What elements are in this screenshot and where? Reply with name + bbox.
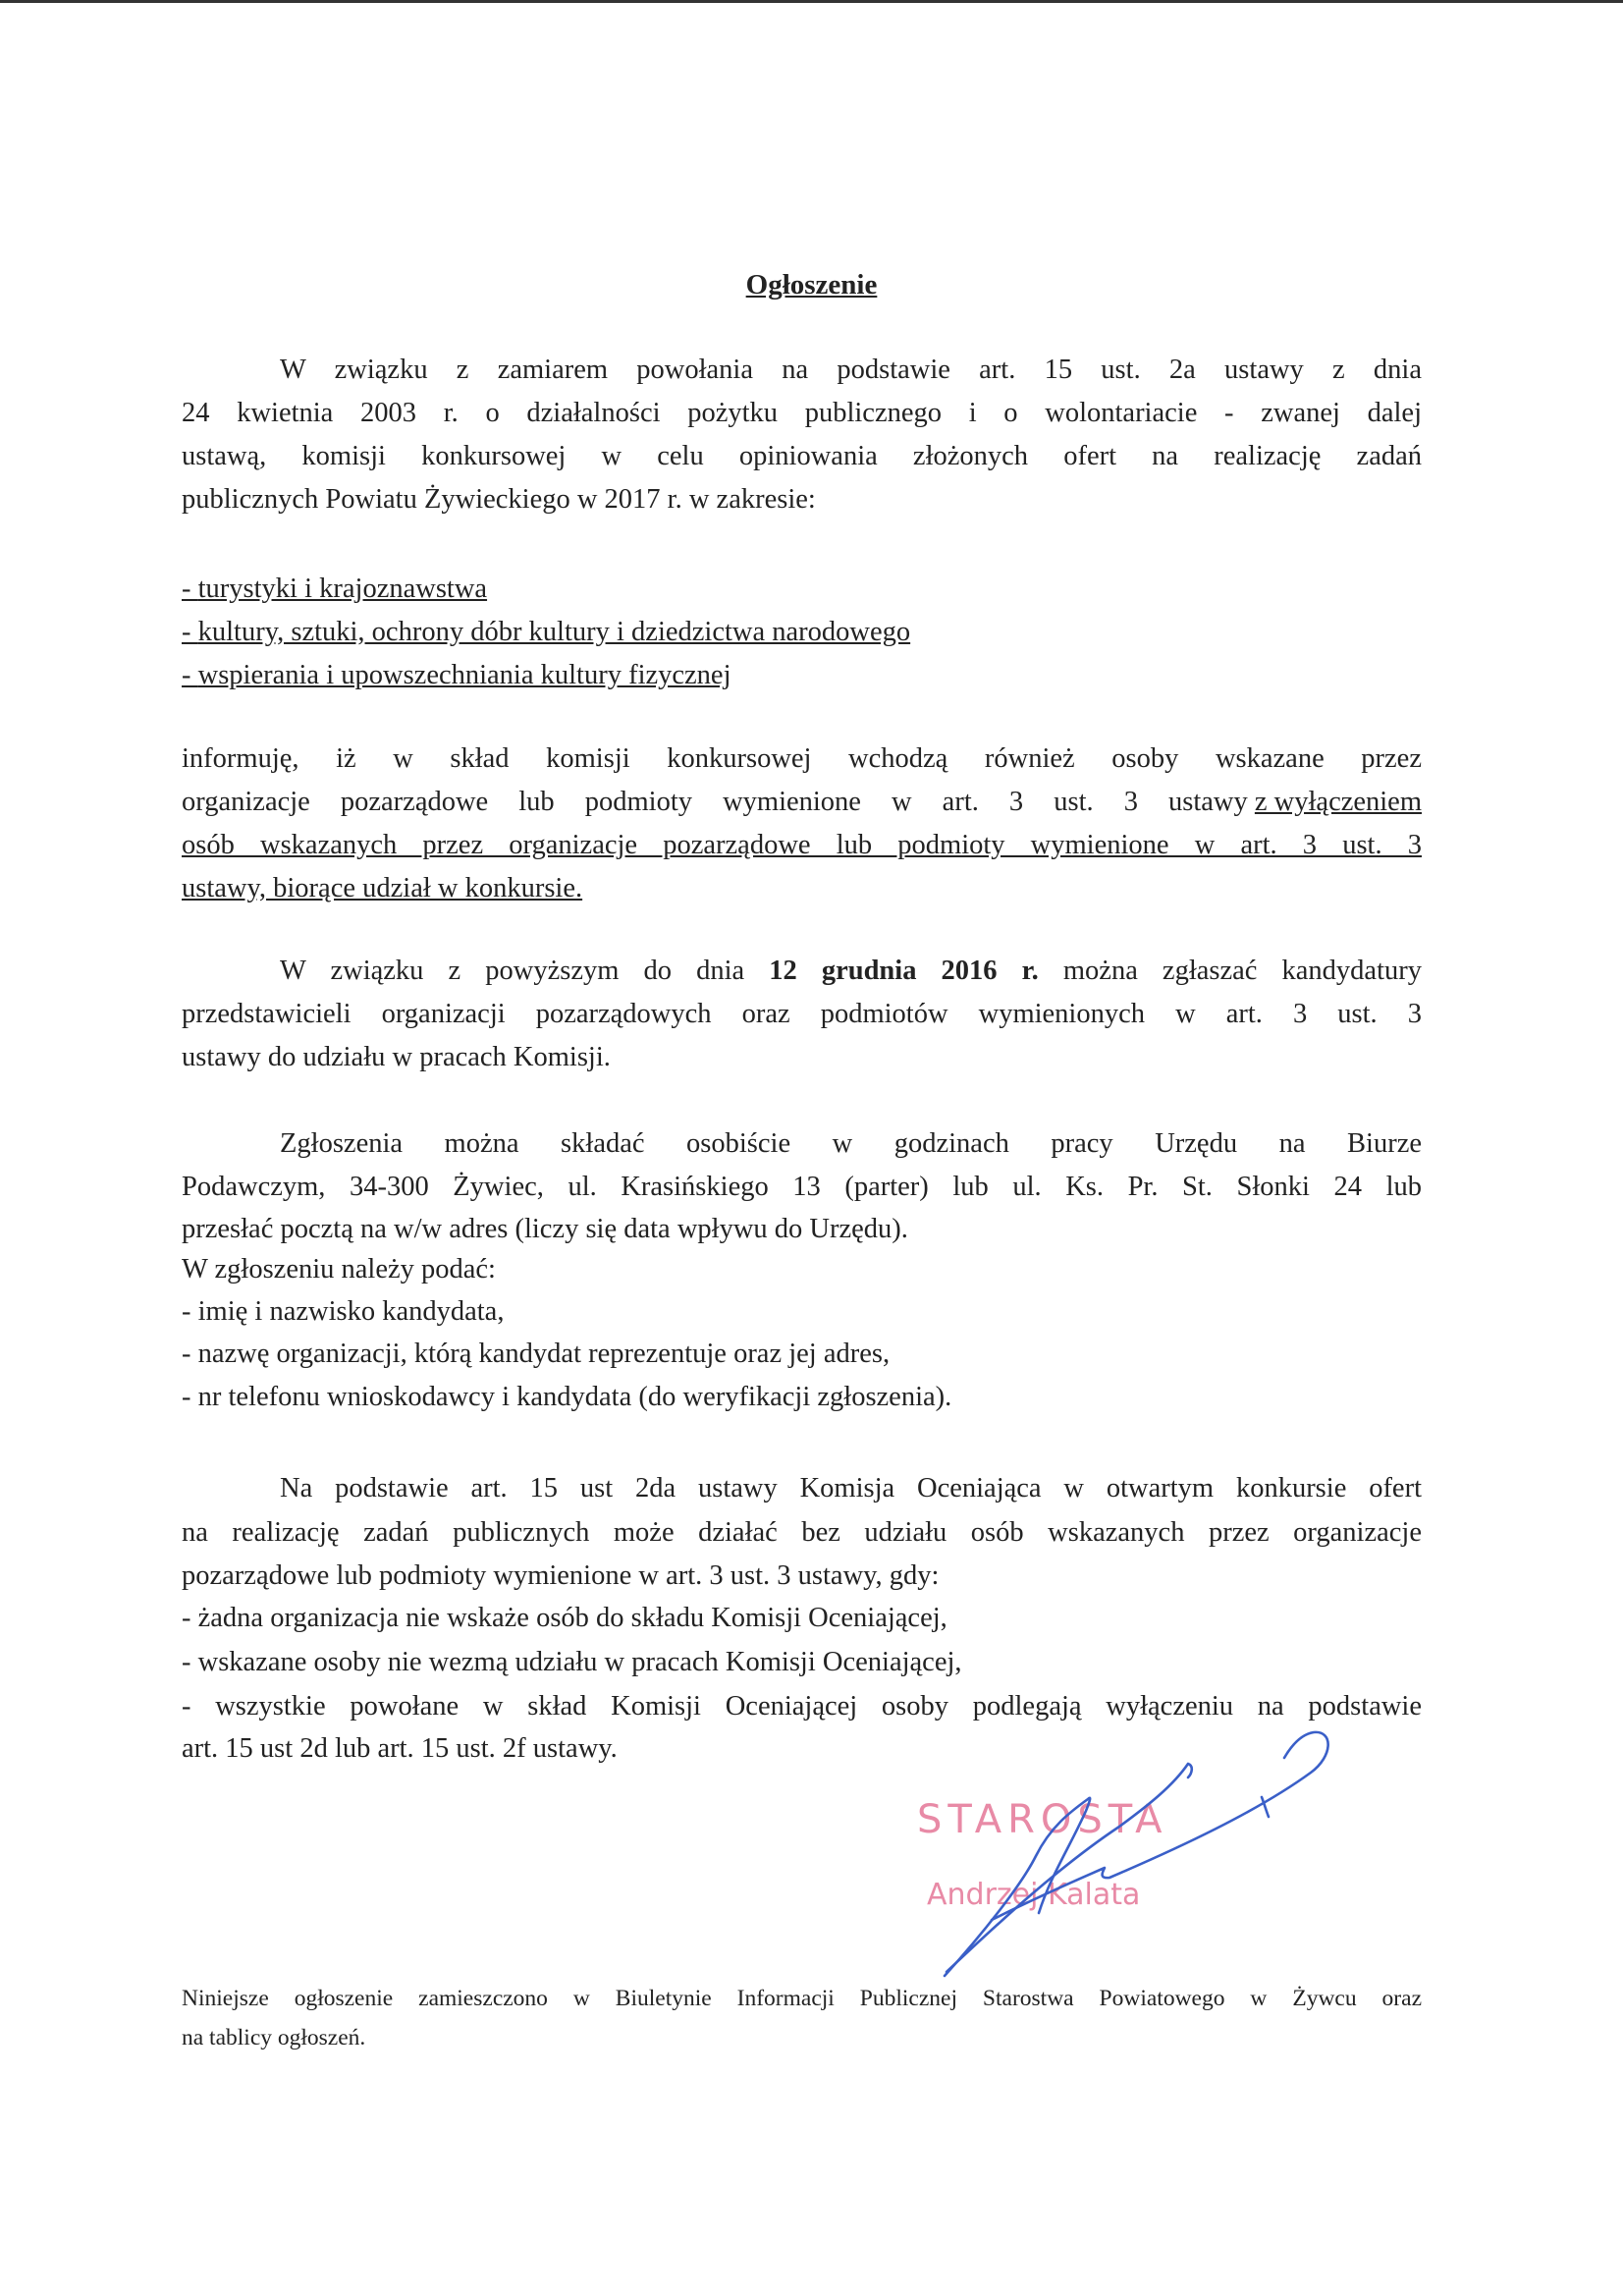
para2-line: [182, 781, 1422, 824]
scope-item: [182, 611, 1422, 654]
scope-text: wspierania i upowszechniania kultury fizycznej: [197, 660, 731, 690]
para4-line: przesłać pocztą na w/w adres (liczy się data wpływu do Urzędu).: [182, 1214, 908, 1244]
footer-note: na tablicy ogłoszeń.: [182, 2025, 366, 2050]
para2-line: informuję, iż w skład komisji konkursowej wchodzą również osoby wskazane przez: [182, 743, 1422, 774]
para5-list-item: - wskazane osoby nie wezmą udziału w pracach Komisji Oceniającej,: [182, 1647, 962, 1677]
scope-item: [182, 568, 1422, 611]
signature-stroke: [945, 1798, 1090, 1976]
para5-list-item: art. 15 ust 2d lub art. 15 ust. 2f ustawy.: [182, 1733, 618, 1764]
para3-line: [280, 950, 1422, 993]
para3-line: przedstawicieli organizacji pozarządowych oraz podmiotów wymienionych w art. 3 ust. 3: [182, 999, 1422, 1029]
scope-dash: -: [182, 617, 198, 647]
para2-text: organizacje pozarządowe lub podmioty wymienione w art. 3 ust. 3 ustawy: [182, 787, 1255, 817]
para5-line: na realizację zadań publicznych może działać bez udziału osób wskazanych przez organizacje: [182, 1517, 1422, 1548]
para1-line: 24 kwietnia 2003 r. o działalności pożytku publicznego i o wolontariacie - zwanej dalej: [182, 398, 1422, 428]
scope-item: [182, 654, 1422, 697]
para2-line-underlined: osób wskazanych przez organizacje pozarządowe lub podmioty wymienione w art. 3 ust. 3: [182, 830, 1422, 860]
para5-line: pozarządowe lub podmioty wymienione w art. 3 ust. 3 ustawy, gdy:: [182, 1560, 940, 1591]
signature-stroke: [992, 1732, 1328, 1920]
para1-line: ustawą, komisji konkursowej w celu opiniowania złożonych ofert na realizację zadań: [182, 441, 1422, 471]
para4-line: Podawczym, 34-300 Żywiec, ul. Krasińskiego 13 (parter) lub ul. Ks. Pr. St. Słonki 24 lub: [182, 1172, 1422, 1202]
scope-dash: -: [182, 660, 198, 690]
para4-line: Zgłoszenia można składać osobiście w godzinach pracy Urzędu na Biurze: [280, 1128, 1422, 1159]
document-title: Ogłoszenie: [745, 269, 878, 301]
para2-line-underlined: [182, 867, 1422, 910]
para2-underlined: z wyłączeniem: [1254, 787, 1422, 817]
para5-list-item: - żadna organizacja nie wskaże osób do składu Komisji Oceniającej,: [182, 1603, 947, 1633]
scan-top-edge: [0, 0, 1623, 3]
signature-stroke: [947, 1764, 1192, 1972]
para4-list-item: - nazwę organizacji, którą kandydat reprezentuje oraz jej adres,: [182, 1339, 891, 1369]
footer-note: Niniejsze ogłoszenie zamieszczono w Biuletynie Informacji Publicznej Starostwa Powiatowego w Żywcu oraz: [182, 1986, 1422, 2011]
para3-text: W związku z powyższym do dnia: [280, 956, 770, 986]
scope-dash: -: [182, 574, 198, 604]
deadline-date: 12 grudnia 2016 r.: [769, 956, 1039, 986]
para2-underlined: ustawy, biorące udział w konkursie.: [182, 873, 583, 903]
para1-line: publicznych Powiatu Żywieckiego w 2017 r. w zakresie:: [182, 484, 816, 515]
handwritten-signature: [864, 1719, 1375, 2003]
scope-text: turystyki i krajoznawstwa: [197, 574, 488, 604]
para3-text: można zgłaszać kandydatury: [1038, 956, 1422, 986]
para1-line: W związku z zamiarem powołania na podstawie art. 15 ust. 2a ustawy z dnia: [280, 355, 1422, 385]
stamp-name: Andrzej Kalata: [927, 1878, 1141, 1912]
para5-list-item: - wszystkie powołane w skład Komisji Oceniającej osoby podlegają wyłączeniu na podstawie: [182, 1691, 1422, 1722]
para4-list-item: - imię i nazwisko kandydata,: [182, 1296, 505, 1327]
para4-list-item: - nr telefonu wnioskodawcy i kandydata (do weryfikacji zgłoszenia).: [182, 1382, 952, 1412]
para3-line: ustawy do udziału w pracach Komisji.: [182, 1042, 611, 1072]
para5-line: Na podstawie art. 15 ust 2da ustawy Komisja Oceniająca w otwartym konkursie ofert: [280, 1473, 1422, 1503]
para4-line: W zgłoszeniu należy podać:: [182, 1254, 496, 1285]
stamp-title: STAROSTA: [917, 1797, 1168, 1842]
scope-text: kultury, sztuki, ochrony dóbr kultury i dziedzictwa narodowego: [197, 617, 911, 647]
